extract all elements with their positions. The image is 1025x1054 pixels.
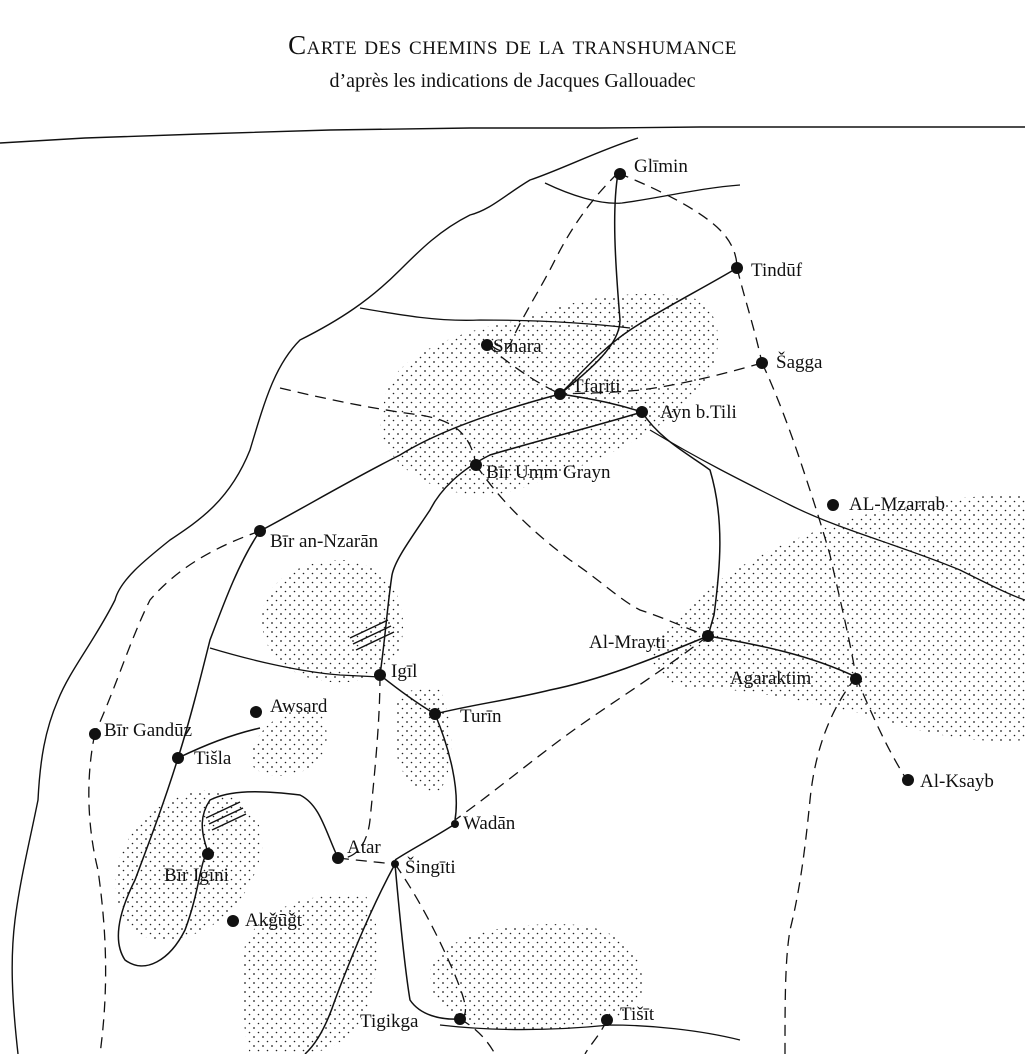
- label-akgugt: Akǧūǧt: [245, 910, 302, 931]
- city-dot-smara: [481, 339, 493, 351]
- label-atar: Atar: [347, 837, 381, 858]
- label-ayn-tili: Ayn b.Tili: [660, 402, 737, 423]
- label-igil: Igīl: [391, 661, 418, 682]
- city-dot-bir-ganduz: [89, 728, 101, 740]
- label-tfariti: Tfariti: [572, 376, 621, 397]
- label-bir-umm-grayn: Bīr Umm Grayn: [486, 462, 611, 483]
- label-tinduf: Tindūf: [751, 260, 803, 281]
- city-dot-sagga: [756, 357, 768, 369]
- city-dot-tinduf: [731, 262, 743, 274]
- city-dot-glimin: [614, 168, 626, 180]
- city-dot-singiti: [391, 860, 399, 868]
- city-dot-atar: [332, 852, 344, 864]
- label-singiti: Šingīti: [405, 857, 456, 878]
- city-dot-tigikga: [454, 1013, 466, 1025]
- city-dot-al-mrayti: [702, 630, 714, 642]
- city-dot-awsard: [250, 706, 262, 718]
- city-dot-bir-igini: [202, 848, 214, 860]
- label-al-mzarrab: AL-Mzarrab: [849, 494, 946, 515]
- city-dot-al-ksayb: [902, 774, 914, 786]
- label-al-ksayb: Al-Ksayb: [920, 771, 994, 792]
- label-smara: Smara: [493, 336, 542, 357]
- label-tisit: Tišīt: [620, 1004, 655, 1025]
- city-dot-agaraktim: [850, 673, 862, 685]
- city-dot-igil: [374, 669, 386, 681]
- city-dot-tisit: [601, 1014, 613, 1026]
- label-sagga: Šagga: [776, 352, 823, 373]
- city-dot-tfariti: [554, 388, 566, 400]
- label-bir-ganduz: Bīr Gandūz: [104, 720, 193, 741]
- pasture-area-turin: [395, 688, 451, 791]
- map-subtitle: d’après les indications de Jacques Gallouadec: [329, 70, 696, 92]
- city-dot-wadan: [451, 820, 459, 828]
- label-awsard: Awsard: [270, 696, 328, 717]
- label-bir-an-nzaran: Bīr an-Nzarān: [270, 531, 379, 552]
- label-glimin: Glīmin: [634, 156, 688, 177]
- city-dot-bir-an-nzaran: [254, 525, 266, 537]
- label-tigikga: Tigikga: [360, 1011, 419, 1032]
- label-agaraktim: Agaraktim: [730, 668, 812, 689]
- pasture-area-awsard: [250, 710, 327, 776]
- city-dot-al-mzarrab: [827, 499, 839, 511]
- pasture-areas: [115, 294, 1025, 1054]
- city-dot-turin: [429, 708, 441, 720]
- label-al-mrayti: Al-Mrayti: [589, 632, 667, 653]
- pasture-area-east: [650, 495, 1025, 741]
- city-dot-tisla: [172, 752, 184, 764]
- city-dot-akgugt: [227, 915, 239, 927]
- city-dot-bir-umm-grayn: [470, 459, 482, 471]
- label-tisla: Tišla: [194, 748, 232, 769]
- label-bir-igini: Bīr Igīni: [164, 865, 229, 886]
- label-turin: Turīn: [460, 706, 502, 727]
- map-title: Carte des chemins de la transhumance: [288, 30, 737, 60]
- map-frame: [0, 127, 1025, 143]
- city-dot-ayn-tili: [636, 406, 648, 418]
- label-wadan: Wadān: [463, 813, 516, 834]
